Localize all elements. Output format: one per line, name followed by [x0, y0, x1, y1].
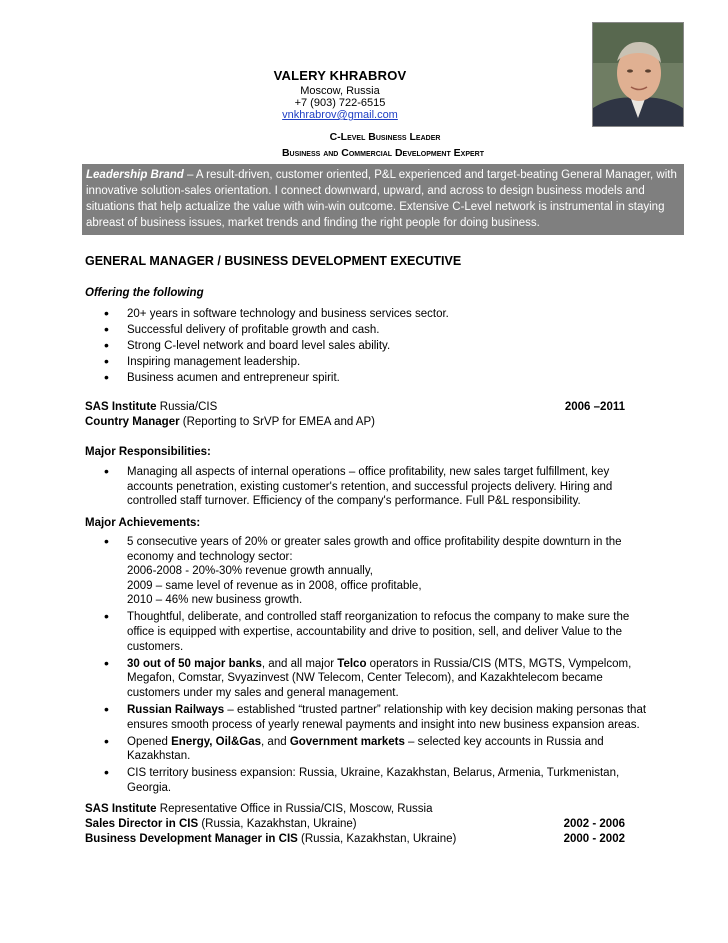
job1-company-location: Russia/CIS: [156, 401, 218, 413]
job2-role1-row: [85, 816, 625, 832]
brand-text: – A result-driven, customer oriented, P&L experienced and target-beating General Manager, with innovative solution-sales orientation. I connect downward, upward, and across to design business models and situations that help actualize the value with win-win outcome. Extensive C-Level network is instrumental in staying abreast of business issues, market trends and finding the right people for doing business.: [86, 169, 677, 229]
job2-role2-note: (Russia, Kazakhstan, Ukraine): [297, 833, 457, 845]
portrait-icon: [593, 23, 683, 126]
job2-company-row: [85, 801, 685, 817]
achievement-growth-line3: 2009 – same level of revenue as in 2008, office profitable,: [127, 579, 422, 592]
job2-role1-dates: 2002 - 2006: [563, 818, 625, 830]
ach-text: Opened: [127, 735, 172, 748]
achievement-growth-line2: 2006-2008 - 20%-30% revenue growth annually,: [127, 565, 373, 578]
offering-list: [85, 306, 685, 386]
list-item: • Inspiring management leadership.: [85, 354, 685, 370]
brand-label: Leadership Brand: [86, 169, 184, 181]
list-item: [85, 535, 657, 608]
ach-text: – selected key accounts in Russia and Kazakhstan.: [127, 735, 604, 763]
achievements-list: [85, 535, 657, 798]
ach-telco: Telco: [337, 657, 367, 670]
job2-company: SAS Institute: [85, 803, 157, 815]
section-title: GENERAL MANAGER / BUSINESS DEVELOPMENT EXECUTIVE: [85, 254, 462, 268]
headline-subtitle: Business and Commercial Development Expert: [281, 147, 485, 159]
job2-role1: Sales Director in CIS: [85, 818, 199, 830]
job2-role2-row: [85, 831, 625, 847]
achievement-growth-line4: 2010 – 46% new business growth.: [127, 594, 303, 607]
portrait-photo: [592, 22, 684, 127]
list-item: [85, 703, 657, 732]
job2-role1-note: (Russia, Kazakhstan, Ukraine): [198, 818, 357, 830]
responsibilities-heading: Major Responsibilities:: [85, 446, 211, 458]
candidate-name: VALERY KHRABROV: [273, 68, 407, 83]
job1-role-note: (Reporting to SrVP for EMEA and AP): [179, 416, 375, 428]
ach-text: , and all major: [261, 657, 338, 670]
list-item: • Successful delivery of profitable growth and cash.: [85, 322, 685, 338]
ach-text: operators in Russia/CIS (MTS, MGTS, Vympelcom, Megafon, Comstar, Svyazinvest (NW Telecom, Center Telecom), and Kazakhtelecom became customers under my sales and general management.: [127, 657, 632, 699]
achievements-heading: Major Achievements:: [85, 517, 201, 529]
list-item: • Strong C-level network and board level sales ability.: [85, 338, 685, 354]
ach-text: – established “trusted partner” relationship with key decision making personas that ensures smooth process of yearly renewal payments and insight into new business expansion areas.: [127, 704, 647, 731]
list-item: [85, 735, 657, 764]
job1-role-row: [85, 414, 625, 430]
list-item: [85, 657, 657, 701]
job1-company: SAS Institute: [85, 401, 157, 413]
job2-role2-dates: 2000 - 2002: [563, 833, 625, 845]
achievement-growth: 5 consecutive years of 20% or greater sales growth and office profitability despite downturn in the economy and technology sector:: [127, 536, 622, 563]
list-item: • CIS territory business expansion: Russia, Ukraine, Kazakhstan, Belarus, Armenia, Turkmenistan, Georgia.: [85, 766, 657, 795]
ach-banks: 30 out of 50 major banks: [127, 657, 262, 670]
list-item: • 20+ years in software technology and business services sector.: [85, 306, 685, 322]
candidate-phone: +7 (903) 722-6515: [294, 97, 386, 109]
offering-heading: Offering the following: [85, 287, 204, 299]
job1-dates: 2006 –2011: [564, 401, 625, 413]
ach-government: Government markets: [289, 735, 405, 748]
job2-company-note: Representative Office in Russia/CIS, Moscow, Russia: [156, 803, 433, 815]
list-item: • Thoughtful, deliberate, and controlled staff reorganization to refocus the company to make sure the office is equipped with expertise, accountability and drive to position, sell, and deliver Value to the customers.: [85, 610, 657, 654]
ach-railways: Russian Railways: [127, 704, 225, 717]
job2-role2: Business Development Manager in CIS: [85, 833, 298, 845]
list-item: • Managing all aspects of internal operations – office profitability, new sales target fulfillment, key accounts penetration, existing customer's retention, and successful projects delivery. Hiring and controlled staff turnover. Efficiency of the company's performance. Full P&L responsibility.: [85, 465, 657, 509]
candidate-email-link[interactable]: vnkhrabrov@gmail.com: [282, 109, 398, 121]
job1-role: Country Manager: [85, 416, 180, 428]
list-item: • Business acumen and entrepreneur spirit.: [85, 370, 685, 386]
job1-company-row: [85, 399, 625, 415]
leadership-brand-box: [82, 164, 684, 235]
ach-energy: Energy, Oil&Gas: [171, 735, 262, 748]
responsibilities-list: [85, 465, 657, 509]
ach-text: , and: [261, 735, 290, 748]
headline-title: C-Level Business Leader: [329, 131, 441, 143]
candidate-city: Moscow, Russia: [300, 85, 380, 97]
